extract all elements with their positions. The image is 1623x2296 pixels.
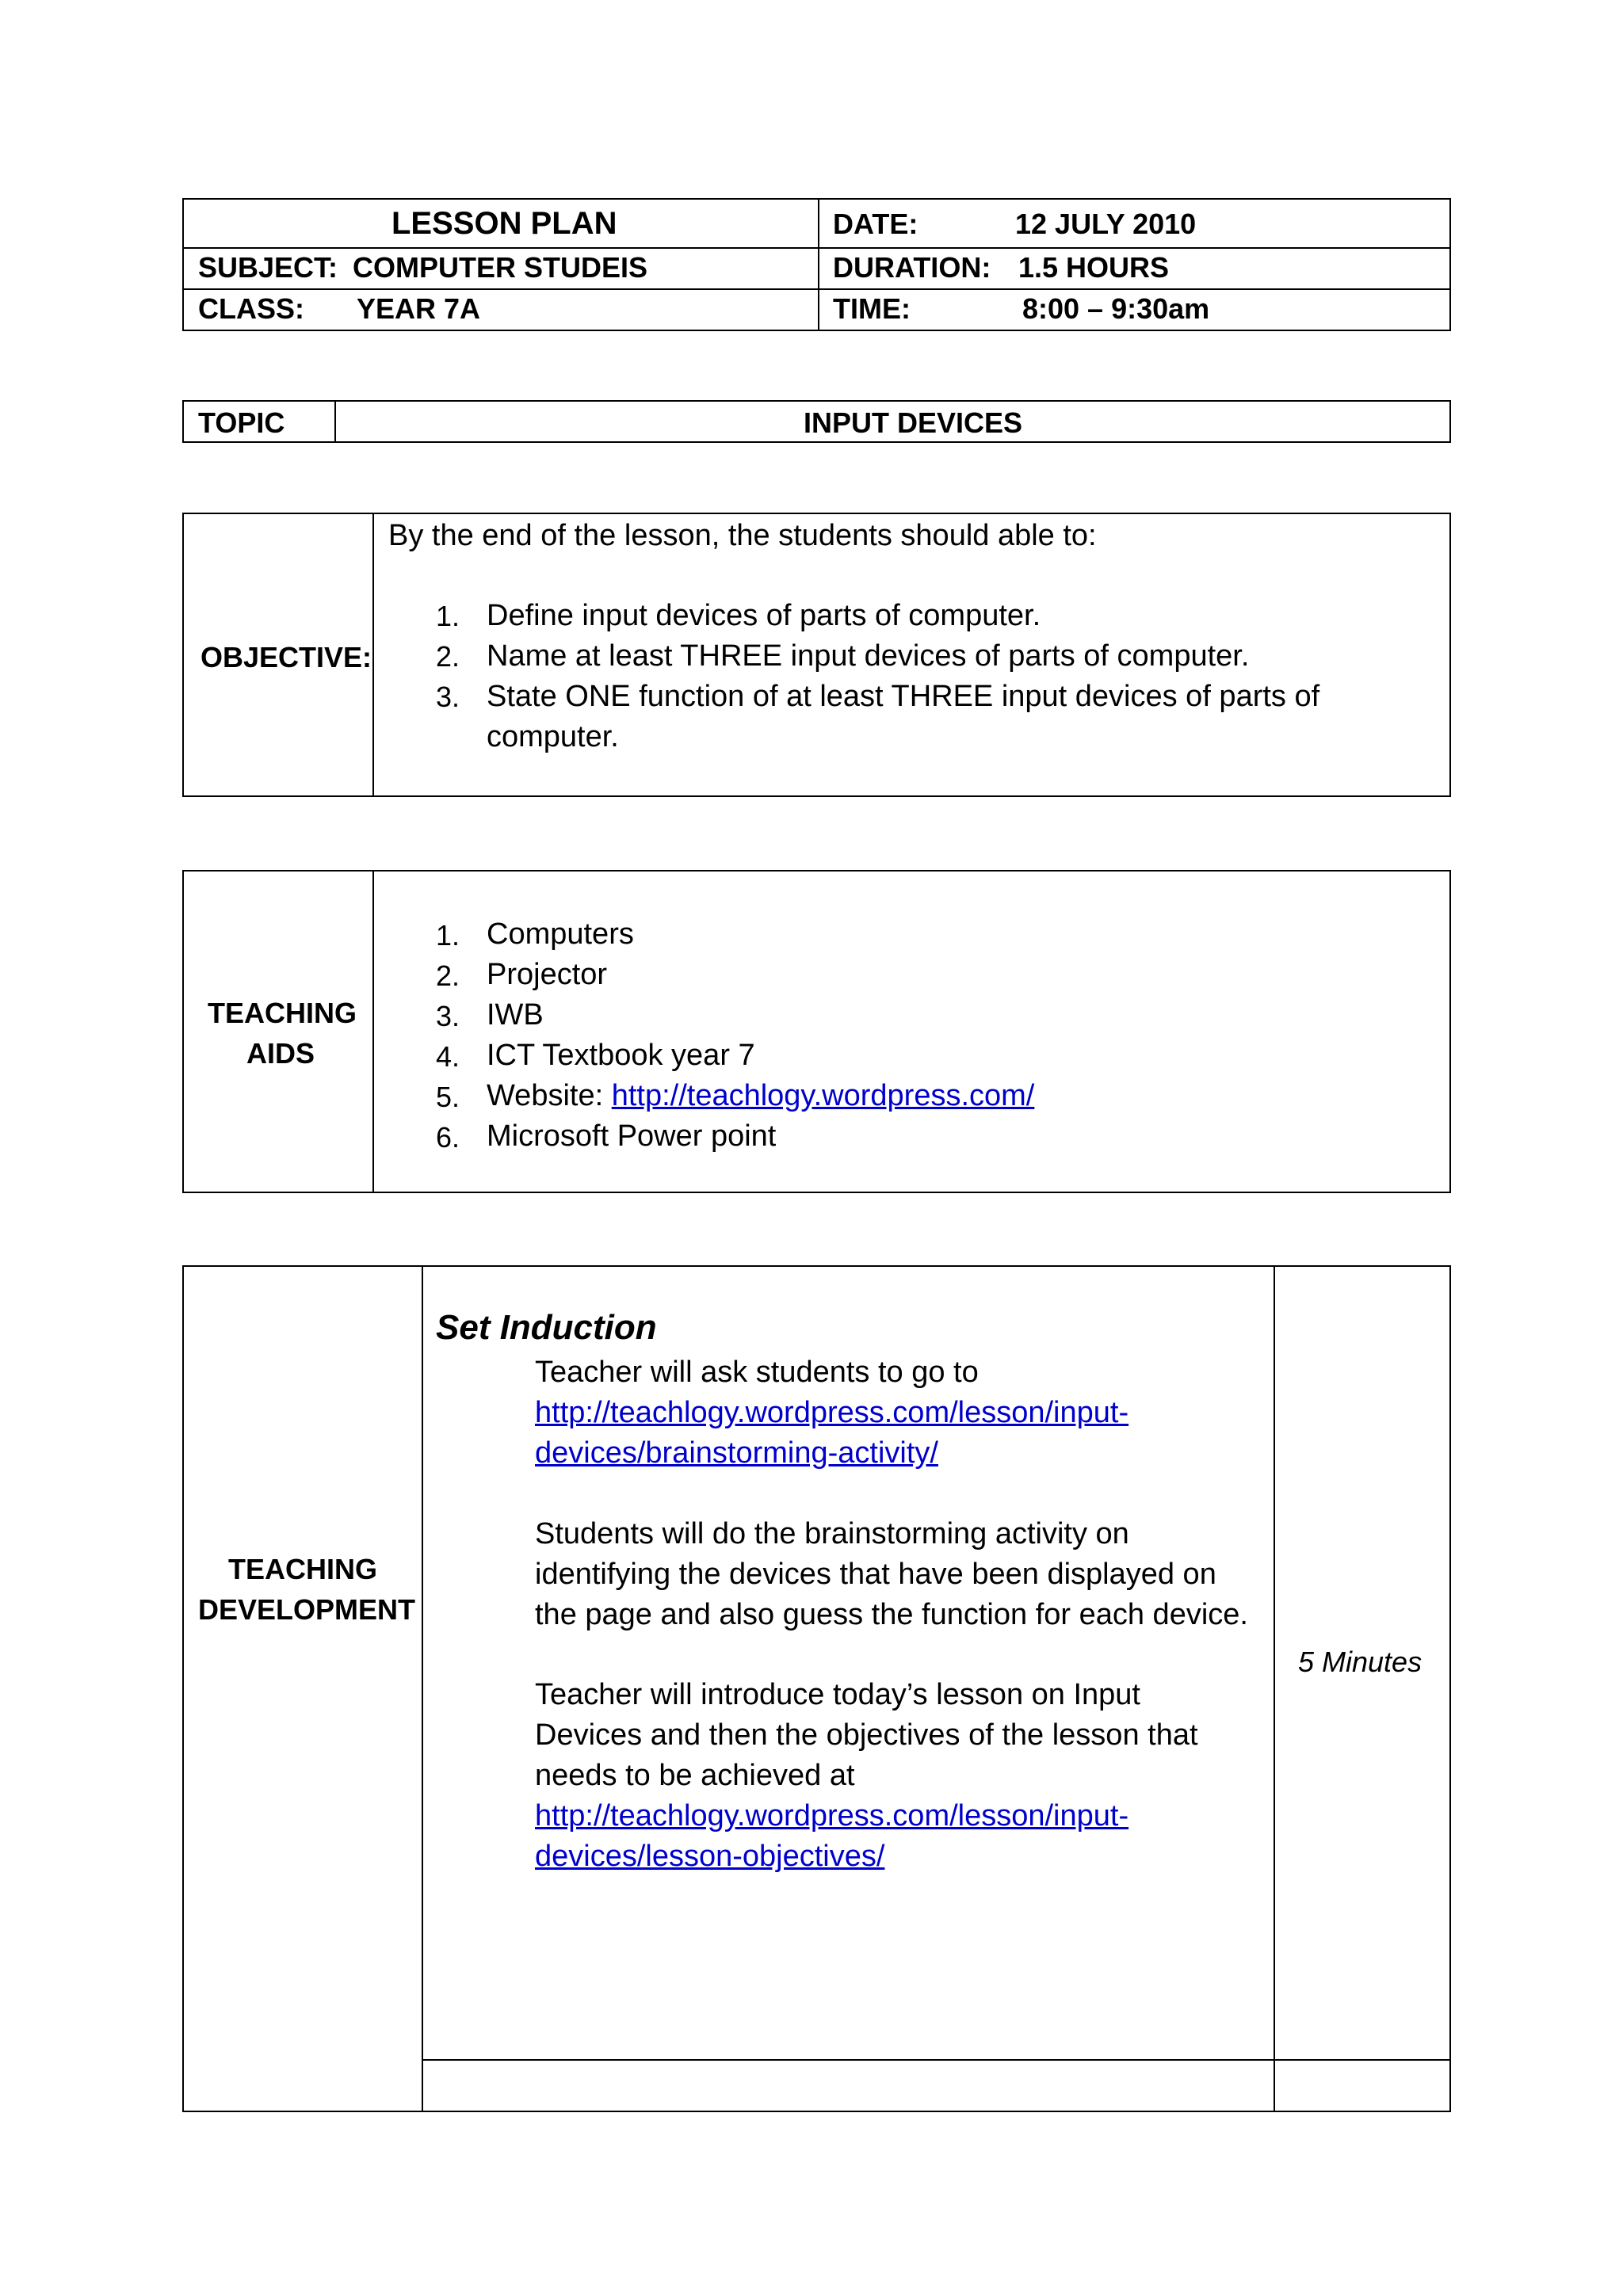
website-link[interactable]: http://teachlogy.wordpress.com/ [611, 1079, 1035, 1112]
list-item-number: 6. [435, 1121, 460, 1154]
set-induction-heading: Set Induction [436, 1308, 657, 1347]
subject-label: SUBJECT: [198, 251, 338, 284]
teaching-aids-table [182, 870, 1451, 1193]
list-item: Microsoft Power point [487, 1119, 777, 1153]
teaching-aids-label-line1: TEACHING [208, 997, 357, 1029]
website-label: Website: [487, 1079, 612, 1112]
list-item-number: 3. [435, 1000, 460, 1032]
list-item-number: 4. [435, 1040, 460, 1073]
list-item-number: 1. [435, 919, 460, 952]
brainstorming-link-part2[interactable]: devices/brainstorming-activity/ [535, 1436, 938, 1470]
topic-label: TOPIC [198, 406, 285, 439]
class-value: YEAR 7A [357, 292, 481, 325]
bullet-text: needs to be achieved at [535, 1759, 855, 1792]
list-item-continuation: computer. [487, 720, 619, 753]
bullet-text: Teacher will introduce today’s lesson on Input [535, 1678, 1140, 1711]
list-item-number: 2. [435, 640, 460, 673]
list-item [487, 1081, 1034, 1111]
bullet-text: Devices and then the objectives of the lesson that [535, 1718, 1198, 1752]
list-item: Computers [487, 917, 634, 951]
list-item-number: 3. [435, 681, 460, 713]
teaching-development-label-line2: DEVELOPMENT [198, 1593, 416, 1626]
objective-label: OBJECTIVE: [200, 641, 372, 673]
subject-value: COMPUTER STUDEIS [353, 251, 648, 284]
duration-label: DURATION: [833, 251, 991, 284]
objectives-link-part2[interactable]: devices/lesson-objectives/ [535, 1840, 885, 1873]
objective-intro: By the end of the lesson, the students should able to: [388, 519, 1097, 552]
list-item: IWB [487, 998, 544, 1032]
time-label: TIME: [833, 292, 911, 325]
bullet-text: Teacher will ask students to go to [535, 1356, 979, 1389]
bullet-text: identifying the devices that have been displayed on [535, 1558, 1216, 1591]
list-item: Define input devices of parts of computer. [487, 599, 1041, 632]
teaching-aids-label-line2: AIDS [246, 1037, 315, 1070]
list-item: State ONE function of at least THREE input devices of parts of [487, 680, 1320, 713]
duration-value: 1.5 HOURS [1018, 251, 1170, 284]
bullet-text: Students will do the brainstorming activity on [535, 1517, 1129, 1550]
list-item-number: 1. [435, 600, 460, 632]
page-title: LESSON PLAN [391, 206, 617, 241]
bullet-text: the page and also guess the function for each device. [535, 1598, 1248, 1631]
list-item: ICT Textbook year 7 [487, 1039, 755, 1072]
objectives-link-part1[interactable]: http://teachlogy.wordpress.com/lesson/input- [535, 1799, 1129, 1833]
brainstorming-link-part1[interactable]: http://teachlogy.wordpress.com/lesson/input- [535, 1396, 1129, 1429]
teaching-development-label-line1: TEACHING [228, 1553, 377, 1585]
duration-text: 5 Minutes [1298, 1646, 1423, 1678]
class-label: CLASS: [198, 292, 304, 325]
date-value: 12 JULY 2010 [1015, 208, 1197, 240]
topic-value: INPUT DEVICES [804, 406, 1023, 439]
time-value: 8:00 – 9:30am [1022, 292, 1210, 325]
list-item-number: 5. [435, 1081, 460, 1113]
list-item: Projector [487, 958, 608, 991]
list-item-number: 2. [435, 959, 460, 992]
list-item: Name at least THREE input devices of parts of computer. [487, 639, 1250, 673]
date-label: DATE: [833, 208, 918, 240]
